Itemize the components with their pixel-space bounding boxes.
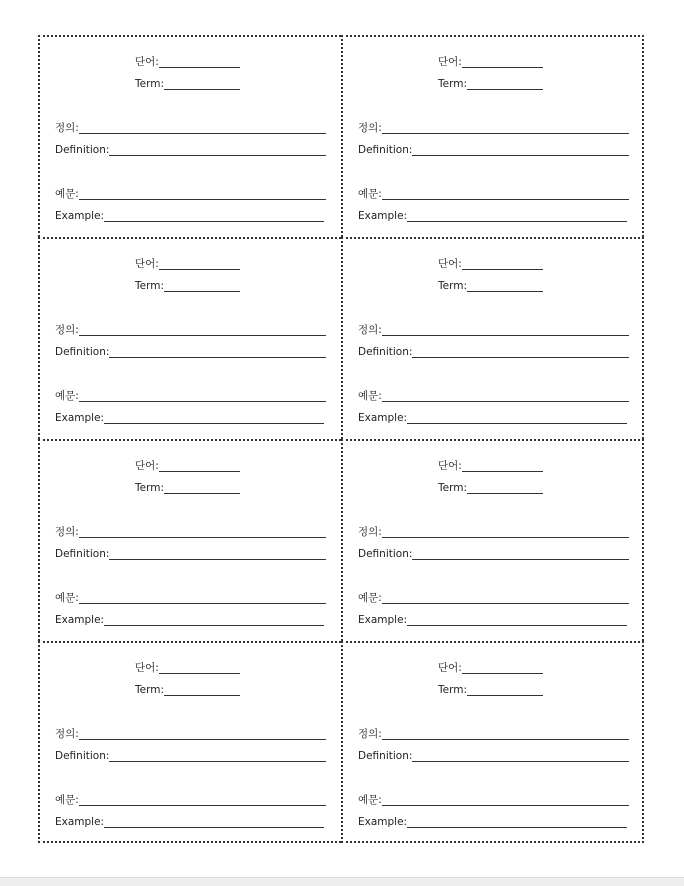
- term-label: Term:: [438, 78, 467, 90]
- word-blank-line: [462, 662, 543, 674]
- example-ko-blank-line: [79, 188, 326, 200]
- example-en-blank-line: [104, 412, 324, 424]
- word-label: 단어:: [438, 56, 462, 68]
- definition-en-blank-line: [109, 346, 326, 358]
- word-field[interactable]: [135, 258, 240, 271]
- term-blank-line: [467, 684, 543, 696]
- example-en-blank-line: [407, 816, 627, 828]
- definition-en-field[interactable]: [358, 346, 629, 359]
- term-blank-line: [467, 78, 543, 90]
- vocabulary-card-6: [341, 439, 644, 641]
- definition-en-label: Definition:: [55, 750, 110, 762]
- definition-ko-blank-line: [79, 526, 326, 538]
- word-field[interactable]: [135, 56, 240, 69]
- example-ko-field[interactable]: [55, 390, 326, 403]
- definition-en-label: Definition:: [55, 346, 110, 358]
- example-en-blank-line: [104, 816, 324, 828]
- definition-en-label: Definition:: [55, 144, 110, 156]
- definition-en-label: Definition:: [358, 346, 413, 358]
- example-ko-label: 예문:: [358, 592, 382, 604]
- vocabulary-card-2: [341, 35, 644, 237]
- word-field[interactable]: [438, 56, 543, 69]
- example-en-blank-line: [407, 210, 627, 222]
- term-field[interactable]: [438, 280, 543, 293]
- example-en-blank-line: [104, 210, 324, 222]
- term-field[interactable]: [135, 482, 240, 495]
- definition-ko-label: 정의:: [358, 728, 382, 740]
- example-en-label: Example:: [55, 614, 105, 626]
- vocabulary-card-7: [38, 641, 341, 843]
- term-label: Term:: [135, 482, 164, 494]
- definition-ko-field[interactable]: [55, 526, 326, 539]
- example-ko-field[interactable]: [55, 188, 326, 201]
- vocabulary-card-5: [38, 439, 341, 641]
- word-blank-line: [159, 662, 240, 674]
- definition-ko-label: 정의:: [358, 526, 382, 538]
- definition-en-blank-line: [109, 144, 326, 156]
- word-label: 단어:: [135, 56, 159, 68]
- example-ko-blank-line: [382, 794, 629, 806]
- definition-ko-blank-line: [79, 122, 326, 134]
- example-en-label: Example:: [358, 614, 408, 626]
- example-en-label: Example:: [358, 412, 408, 424]
- definition-ko-label: 정의:: [358, 324, 382, 336]
- definition-ko-blank-line: [79, 728, 326, 740]
- definition-en-blank-line: [412, 750, 629, 762]
- example-en-blank-line: [407, 614, 627, 626]
- definition-ko-field[interactable]: [358, 728, 629, 741]
- definition-en-field[interactable]: [55, 750, 326, 763]
- term-label: Term:: [135, 684, 164, 696]
- example-en-field[interactable]: [358, 412, 627, 425]
- example-ko-field[interactable]: [55, 794, 326, 807]
- word-field[interactable]: [135, 460, 240, 473]
- example-ko-blank-line: [79, 390, 326, 402]
- definition-ko-field[interactable]: [55, 324, 326, 337]
- definition-ko-label: 정의:: [55, 324, 79, 336]
- definition-ko-blank-line: [382, 728, 629, 740]
- word-blank-line: [159, 258, 240, 270]
- definition-en-label: Definition:: [358, 144, 413, 156]
- vocabulary-card-1: [38, 35, 341, 237]
- example-en-label: Example:: [55, 816, 105, 828]
- definition-en-blank-line: [412, 346, 629, 358]
- definition-ko-blank-line: [382, 122, 629, 134]
- vocabulary-card-8: [341, 641, 644, 843]
- definition-en-field[interactable]: [55, 548, 326, 561]
- definition-en-blank-line: [109, 548, 326, 560]
- definition-ko-field[interactable]: [55, 728, 326, 741]
- example-ko-blank-line: [79, 794, 326, 806]
- word-blank-line: [462, 460, 543, 472]
- example-en-label: Example:: [55, 210, 105, 222]
- example-en-blank-line: [104, 614, 324, 626]
- term-blank-line: [164, 78, 240, 90]
- term-label: Term:: [438, 280, 467, 292]
- definition-ko-label: 정의:: [358, 122, 382, 134]
- word-label: 단어:: [135, 662, 159, 674]
- definition-ko-field[interactable]: [358, 526, 629, 539]
- example-en-blank-line: [407, 412, 627, 424]
- example-ko-label: 예문:: [358, 188, 382, 200]
- example-ko-blank-line: [382, 188, 629, 200]
- example-ko-label: 예문:: [55, 390, 79, 402]
- term-field[interactable]: [135, 684, 240, 697]
- word-label: 단어:: [135, 258, 159, 270]
- example-ko-label: 예문:: [358, 794, 382, 806]
- term-label: Term:: [438, 684, 467, 696]
- term-label: Term:: [135, 78, 164, 90]
- word-blank-line: [159, 56, 240, 68]
- word-blank-line: [462, 258, 543, 270]
- definition-en-field[interactable]: [358, 750, 629, 763]
- example-ko-label: 예문:: [55, 592, 79, 604]
- definition-ko-label: 정의:: [55, 728, 79, 740]
- word-field[interactable]: [135, 662, 240, 675]
- example-ko-blank-line: [79, 592, 326, 604]
- example-en-label: Example:: [358, 816, 408, 828]
- term-blank-line: [164, 684, 240, 696]
- example-en-label: Example:: [358, 210, 408, 222]
- example-en-label: Example:: [55, 412, 105, 424]
- definition-ko-blank-line: [382, 526, 629, 538]
- word-blank-line: [159, 460, 240, 472]
- term-field[interactable]: [438, 78, 543, 91]
- term-field[interactable]: [438, 684, 543, 697]
- definition-en-label: Definition:: [358, 750, 413, 762]
- word-label: 단어:: [438, 460, 462, 472]
- example-en-field[interactable]: [358, 614, 627, 627]
- term-label: Term:: [135, 280, 164, 292]
- example-ko-field[interactable]: [358, 592, 629, 605]
- term-blank-line: [164, 280, 240, 292]
- word-label: 단어:: [438, 258, 462, 270]
- example-en-field[interactable]: [55, 412, 324, 425]
- flashcard-sheet: [38, 35, 644, 843]
- definition-ko-field[interactable]: [358, 122, 629, 135]
- word-field[interactable]: [438, 258, 543, 271]
- term-field[interactable]: [135, 78, 240, 91]
- term-blank-line: [164, 482, 240, 494]
- definition-ko-label: 정의:: [55, 122, 79, 134]
- example-ko-label: 예문:: [358, 390, 382, 402]
- definition-en-field[interactable]: [358, 548, 629, 561]
- example-en-field[interactable]: [55, 210, 324, 223]
- example-ko-field[interactable]: [55, 592, 326, 605]
- vocabulary-card-3: [38, 237, 341, 439]
- vocabulary-card-4: [341, 237, 644, 439]
- word-label: 단어:: [438, 662, 462, 674]
- term-blank-line: [467, 482, 543, 494]
- word-field[interactable]: [438, 460, 543, 473]
- example-en-field[interactable]: [358, 816, 627, 829]
- definition-ko-blank-line: [382, 324, 629, 336]
- term-label: Term:: [438, 482, 467, 494]
- definition-en-blank-line: [412, 548, 629, 560]
- definition-ko-blank-line: [79, 324, 326, 336]
- example-ko-label: 예문:: [55, 188, 79, 200]
- example-ko-field[interactable]: [358, 390, 629, 403]
- example-ko-blank-line: [382, 592, 629, 604]
- example-ko-label: 예문:: [55, 794, 79, 806]
- example-en-field[interactable]: [55, 816, 324, 829]
- definition-en-field[interactable]: [358, 144, 629, 157]
- example-en-field[interactable]: [55, 614, 324, 627]
- word-blank-line: [462, 56, 543, 68]
- word-label: 단어:: [135, 460, 159, 472]
- definition-en-blank-line: [109, 750, 326, 762]
- definition-ko-field[interactable]: [55, 122, 326, 135]
- definition-en-label: Definition:: [358, 548, 413, 560]
- term-field[interactable]: [135, 280, 240, 293]
- definition-ko-label: 정의:: [55, 526, 79, 538]
- definition-ko-field[interactable]: [358, 324, 629, 337]
- definition-en-field[interactable]: [55, 346, 326, 359]
- example-en-field[interactable]: [358, 210, 627, 223]
- term-blank-line: [467, 280, 543, 292]
- definition-en-label: Definition:: [55, 548, 110, 560]
- example-ko-blank-line: [382, 390, 629, 402]
- word-field[interactable]: [438, 662, 543, 675]
- definition-en-blank-line: [412, 144, 629, 156]
- definition-en-field[interactable]: [55, 144, 326, 157]
- term-field[interactable]: [438, 482, 543, 495]
- example-ko-field[interactable]: [358, 188, 629, 201]
- example-ko-field[interactable]: [358, 794, 629, 807]
